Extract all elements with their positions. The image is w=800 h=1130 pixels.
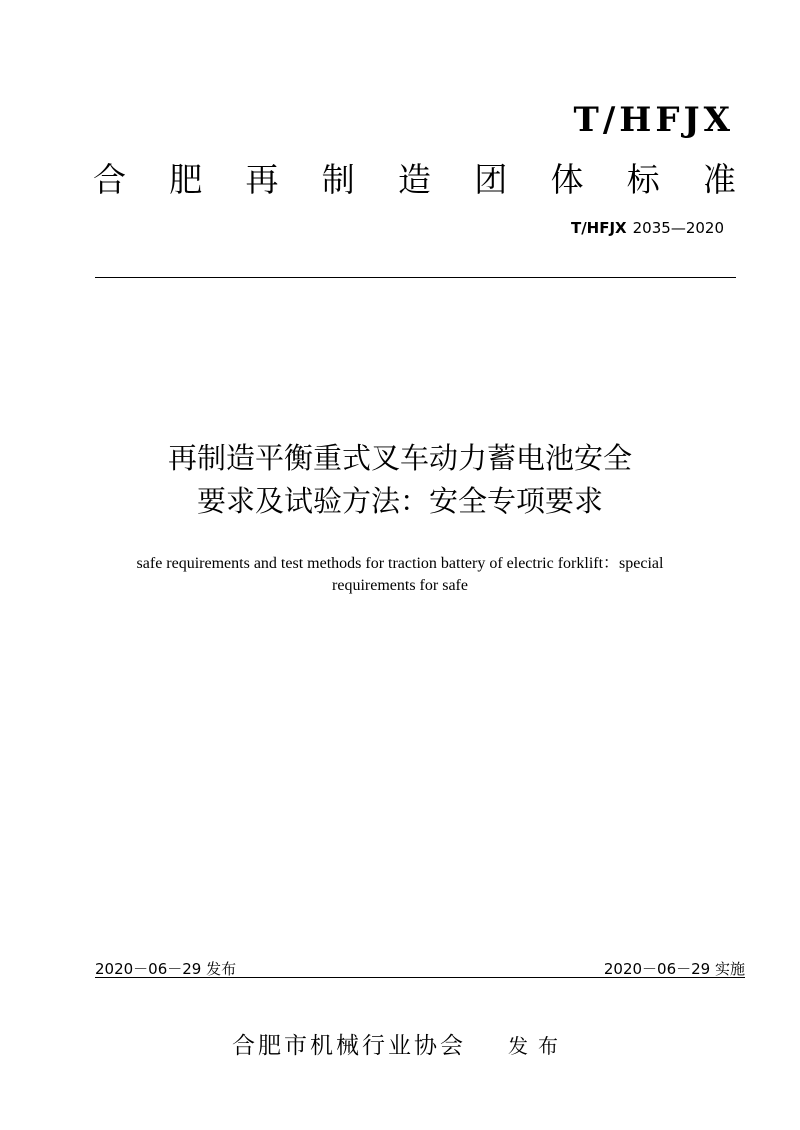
title-en-line2: requirements for safe — [332, 577, 468, 594]
standard-type — [93, 154, 736, 201]
title-cn-line2: 要求及试验方法：安全专项要求 — [196, 484, 603, 518]
standard-type-char: 再 — [245, 160, 279, 199]
implementation-date: 2020－06－29 实施 — [603, 960, 745, 978]
standard-type-char: 标 — [626, 160, 660, 199]
standard-type-char: 体 — [550, 160, 584, 199]
issue-date: 2020－06－29 发布 — [95, 960, 237, 978]
title-en-line1: safe requirements and test methods for traction battery of electric forklift：special — [136, 555, 664, 572]
standard-type-char: 准 — [703, 160, 736, 199]
standard-type-char: 团 — [474, 160, 508, 199]
standard-type-char: 造 — [398, 160, 431, 199]
header-divider — [95, 277, 736, 278]
standard-type-char: 制 — [321, 160, 355, 199]
publish-label: 发布 — [508, 1034, 568, 1058]
title-cn-line1: 再制造平衡重式叉车动力蓄电池安全 — [167, 441, 632, 475]
standard-number — [571, 219, 724, 237]
standard-number-prefix: T/HFJX — [570, 219, 627, 237]
standard-code: T/HFJX — [573, 100, 734, 140]
standard-type-char: 合 — [93, 160, 126, 199]
publisher-row — [0, 1027, 800, 1060]
footer-divider — [95, 977, 745, 978]
standard-number-value: 2035—2020 — [632, 219, 724, 237]
publisher-name: 合肥市机械行业协会 — [232, 1033, 466, 1059]
standard-type-char: 肥 — [169, 160, 203, 199]
